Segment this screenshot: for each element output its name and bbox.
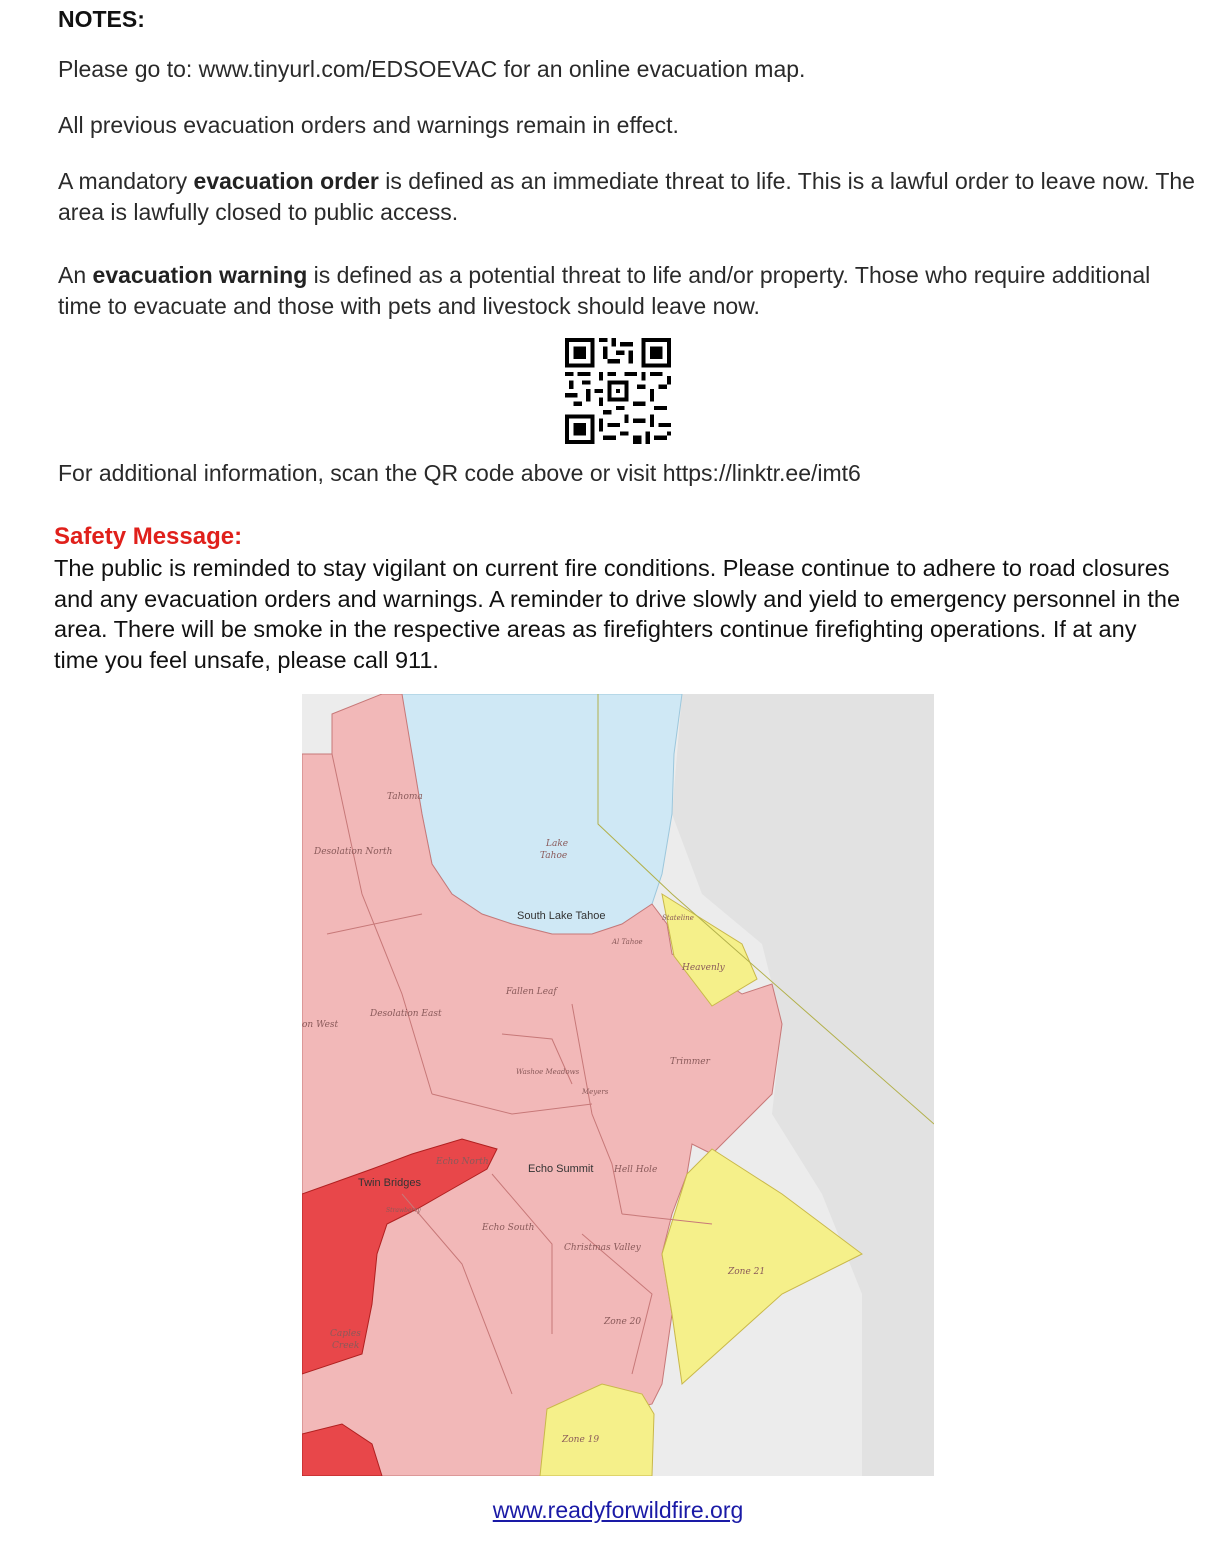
order-def-prefix: A mandatory bbox=[58, 168, 194, 194]
map-label-south-lake-tahoe: South Lake Tahoe bbox=[517, 910, 606, 922]
map-label-desolation-north: Desolation North bbox=[314, 847, 393, 857]
map-label-washoe-meadows: Washoe Meadows bbox=[516, 1068, 580, 1076]
map-label-tahoma: Tahoma bbox=[387, 792, 423, 802]
qr-info-line: For additional information, scan the QR code above or visit https://linktr.ee/imt6 bbox=[58, 460, 861, 486]
map-label-echo-summit: Echo Summit bbox=[528, 1163, 594, 1175]
order-def-suffix: is defined as an immediate threat to life. This is a lawful order to leave now. The area is lawfully closed to public access. bbox=[58, 168, 1195, 225]
notes-title: NOTES: bbox=[58, 6, 145, 32]
evacuation-zone-map[interactable] bbox=[302, 694, 934, 1476]
map-label-desolation-east: Desolation East bbox=[370, 1009, 442, 1019]
map-label-al-tahoe: Al Tahoe bbox=[612, 938, 643, 946]
map-label-echo-south: Echo South bbox=[482, 1223, 535, 1233]
map-label-twin-bridges: Twin Bridges bbox=[358, 1177, 421, 1189]
qr-code[interactable] bbox=[565, 338, 671, 444]
map-label-zone-20: Zone 20 bbox=[604, 1317, 642, 1327]
evacuation-warning-definition bbox=[58, 260, 1198, 322]
map-label-hell-hole: Hell Hole bbox=[614, 1165, 658, 1175]
map-label-strawberry: Strawberry bbox=[386, 1207, 421, 1214]
map-label-zone-19: Zone 19 bbox=[562, 1435, 600, 1445]
safety-body: The public is reminded to stay vigilant on current fire conditions. Please continue to adhere to road closures and any evacuation orders and warnings. A reminder to drive slowly and yield to emergency personnel in the area. There will be smoke in the respective areas as firefighters continue firefighting operations. If at any time you feel unsafe, please call 911. bbox=[54, 555, 1181, 673]
warning-def-prefix: An bbox=[58, 262, 93, 288]
order-def-term: evacuation order bbox=[193, 168, 379, 194]
map-label-lake-2: Tahoe bbox=[540, 851, 568, 861]
warning-def-term: evacuation warning bbox=[92, 262, 308, 288]
map-label-desolation-west: on West bbox=[302, 1020, 339, 1030]
evacuation-order-definition bbox=[58, 166, 1198, 228]
map-link-line: Please go to: www.tinyurl.com/EDSOEVAC for an online evacuation map. bbox=[58, 56, 806, 82]
map-label-echo-north: Echo North bbox=[436, 1157, 489, 1167]
warning-def-suffix: is defined as a potential threat to life and/or property. Those who require additional time to evacuate and those with pets and livestock should leave now. bbox=[58, 262, 1151, 319]
map-label-lake-1: Lake bbox=[546, 839, 569, 849]
map-label-stateline: Stateline bbox=[662, 914, 694, 922]
footer-website-link[interactable]: www.readyforwildfire.org bbox=[492, 1497, 744, 1523]
previous-orders-line: All previous evacuation orders and warnings remain in effect. bbox=[58, 112, 679, 138]
map-label-trimmer: Trimmer bbox=[670, 1057, 710, 1067]
map-label-heavenly: Heavenly bbox=[682, 963, 725, 973]
map-label-zone-21: Zone 21 bbox=[728, 1267, 766, 1277]
map-label-fallen-leaf: Fallen Leaf bbox=[506, 987, 557, 997]
safety-title: Safety Message: bbox=[54, 523, 243, 550]
map-label-meyers: Meyers bbox=[582, 1088, 609, 1096]
map-label-caples-1: Caples bbox=[330, 1329, 361, 1339]
map-label-christmas-valley: Christmas Valley bbox=[564, 1243, 641, 1253]
map-label-caples-2: Creek bbox=[332, 1341, 360, 1351]
